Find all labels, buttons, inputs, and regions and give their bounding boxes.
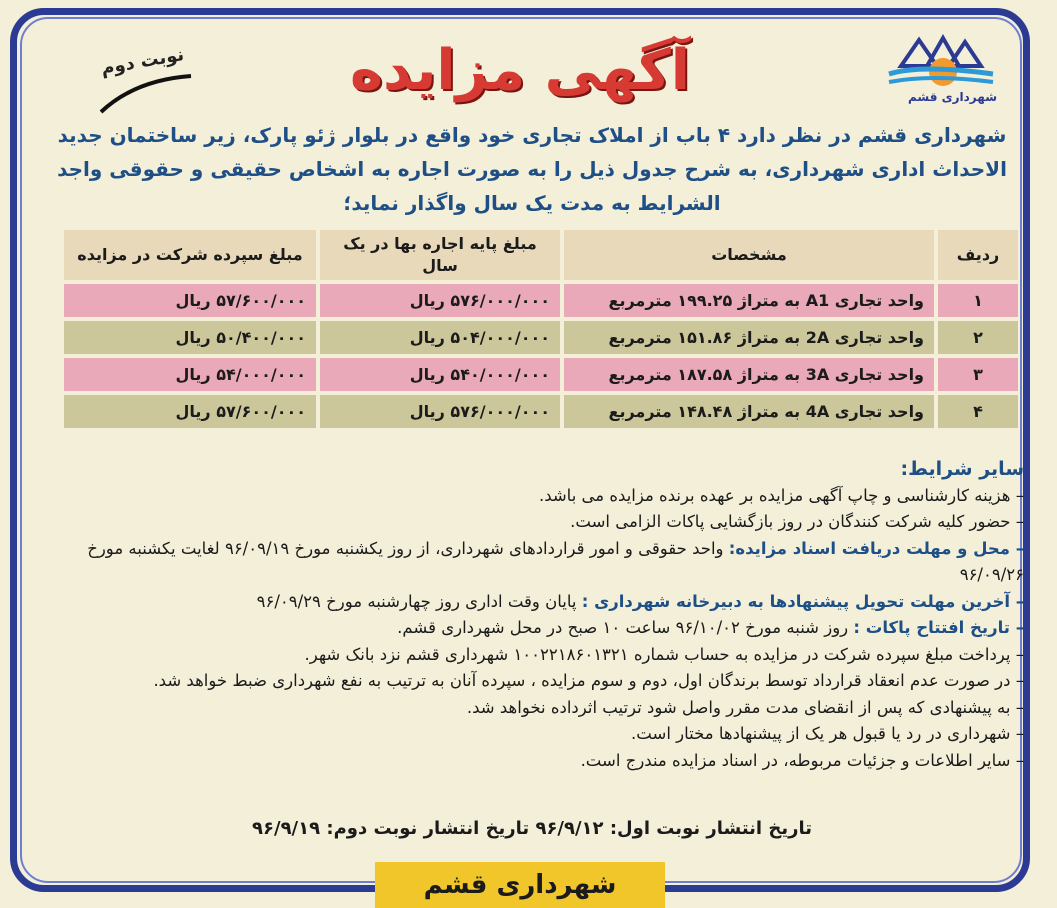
condition-label: – آخرین مهلت تحویل پیشنهادها به دبیرخانه شهرداری :: [581, 591, 1024, 611]
condition-item: – سایر اطلاعات و جزئیات مربوطه، در اسناد مزایده مندرج است.: [580, 750, 1024, 770]
row-spec: واحد تجاری 4A به متراژ ۱۴۸.۴۸ مترمربع: [564, 395, 934, 428]
conditions-heading: سایر شرایط:: [900, 458, 1024, 480]
ad-title: آگهی مزایده: [349, 37, 691, 103]
condition-text: روز شنبه مورخ ۹۶/۱۰/۰۲ ساعت ۱۰ صبح در محل شهرداری قشم.: [397, 618, 854, 637]
row-spec: واحد تجاری 3A به متراژ ۱۸۷.۵۸ مترمربع: [564, 358, 934, 391]
conditions-section: [40, 456, 1024, 774]
condition-label: – محل و مهلت دریافت اسناد مزایده:: [728, 538, 1024, 558]
row-spec: واحد تجاری 2A به متراژ ۱۵۱.۸۶ مترمربع: [564, 321, 934, 354]
lease-table: [60, 226, 1022, 432]
row-base-price: ۵۴۰/۰۰۰/۰۰۰ ریال: [320, 358, 560, 391]
condition-item: [40, 536, 1024, 589]
condition-label: – تاریخ افتتاح پاکات :: [853, 618, 1024, 637]
row-index: ۳: [938, 358, 1018, 391]
publication-dates: تاریخ انتشار نوبت اول: ۹۶/۹/۱۲ تاریخ انتشار نوبت دوم: ۹۶/۹/۱۹: [252, 818, 812, 839]
condition-item: – حضور کلیه شرکت کنندگان در روز بازگشایی پاکات الزامی است.: [570, 512, 1024, 531]
intro-paragraph: شهرداری قشم در نظر دارد ۴ باب از املاک تجاری خود واقع در بلوار ژئو پارک، زیر ساختمان جدید الاحداث اداری شهرداری، به شرح جدول ذیل را به صورت اجاره به اشخاص حقیقی و حقوقی واجد الشرایط به مدت یک سال واگذار نماید؛: [57, 123, 1007, 215]
row-base-price: ۵۷۶/۰۰۰/۰۰۰ ریال: [320, 284, 560, 317]
condition-item: – در صورت عدم انعقاد قرارداد توسط برندگان اول، دوم و سوم مزایده ، سپرده آنان به ترتیب به نفع شهرداری ضبط خواهد شد.: [153, 671, 1024, 690]
row-base-price: ۵۷۶/۰۰۰/۰۰۰ ریال: [320, 395, 560, 428]
col-header-base: مبلغ پایه اجاره بها در یک سال: [320, 230, 560, 280]
row-deposit: ۵۷/۶۰۰/۰۰۰ ریال: [64, 284, 316, 317]
condition-item: – پرداخت مبلغ سپرده شرکت در مزایده به حساب شماره ۱۰۰۲۲۱۸۶۰۱۳۲۱ شهرداری قشم نزد بانک شهر.: [304, 644, 1024, 664]
condition-item: [40, 615, 1024, 642]
condition-text: واحد حقوقی و امور قراردادهای شهرداری، از روز یکشنبه مورخ ۹۶/۰۹/۱۹ لغایت یکشنبه مورخ ۹۶/۰۹/۲۶: [87, 538, 1024, 584]
round-badge: نوبت دوم: [99, 44, 186, 80]
row-deposit: ۵۴/۰۰۰/۰۰۰ ریال: [64, 358, 316, 391]
condition-item: – شهرداری در رد یا قبول هر یک از پیشنهادها مختار است.: [631, 724, 1024, 743]
row-base-price: ۵۰۴/۰۰۰/۰۰۰ ریال: [320, 321, 560, 354]
row-index: ۴: [938, 395, 1018, 428]
condition-item: – هزینه کارشناسی و چاپ آگهی مزایده بر عهده برنده مزایده می باشد.: [538, 485, 1024, 505]
row-spec: واحد تجاری A1 به متراژ ۱۹۹.۲۵ مترمربع: [564, 284, 934, 317]
condition-text: پایان وقت اداری روز چهارشنبه مورخ ۹۶/۰۹/۲۹: [256, 591, 582, 611]
table-row: [64, 284, 1018, 317]
condition-item: – به پیشنهادی که پس از انقضای مدت مقرر واصل شود ترتیب اثرداده نخواهد شد.: [466, 697, 1024, 717]
logo-caption: شهرداری قشم: [907, 90, 997, 104]
col-header-index: ردیف: [938, 230, 1018, 280]
footer-signature: شهرداری قشم: [375, 862, 665, 908]
col-header-spec: مشخصات: [564, 230, 934, 280]
row-index: ۲: [938, 321, 1018, 354]
col-header-deposit: مبلغ سپرده شرکت در مزایده: [64, 230, 316, 280]
table-row: [64, 358, 1018, 391]
table-row: [64, 395, 1018, 428]
swoosh-mark: [95, 70, 195, 116]
municipality-logo: [881, 30, 1001, 110]
condition-item: [40, 589, 1024, 616]
table-row: [64, 321, 1018, 354]
row-deposit: ۵۷/۶۰۰/۰۰۰ ریال: [64, 395, 316, 428]
row-index: ۱: [938, 284, 1018, 317]
row-deposit: ۵۰/۴۰۰/۰۰۰ ریال: [64, 321, 316, 354]
